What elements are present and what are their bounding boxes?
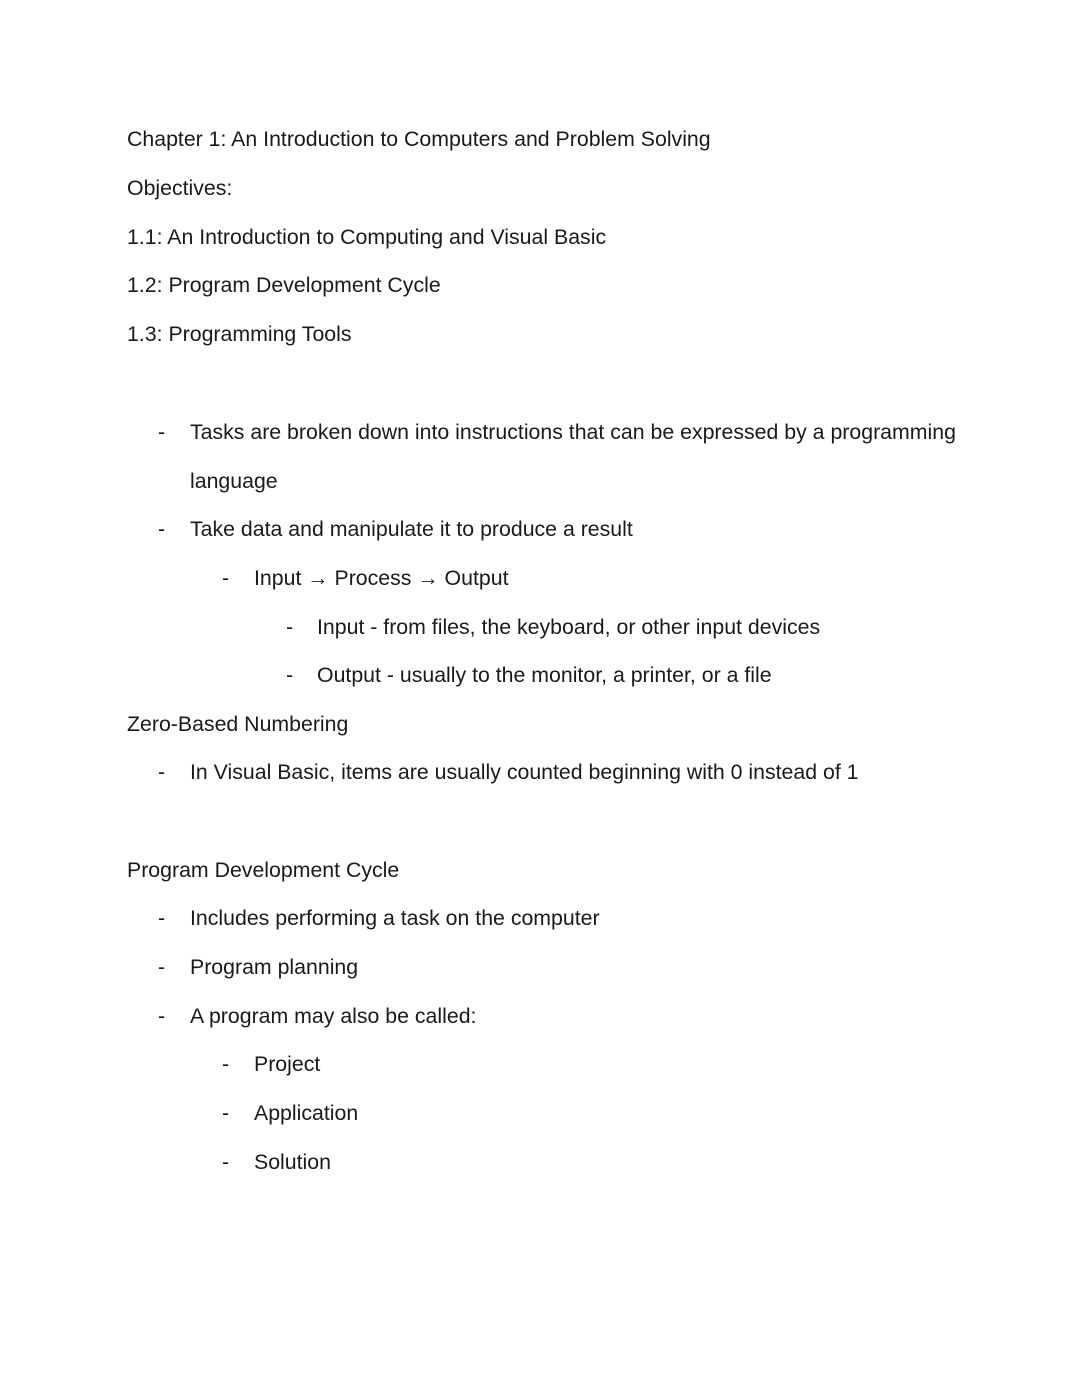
objective-item-text: 1.3: Programming Tools (127, 322, 352, 346)
dash-bullet-icon: - (222, 566, 230, 590)
list-item-text: Output - usually to the monitor, a printer, or a file (317, 663, 772, 687)
dash-bullet-icon: - (158, 906, 166, 930)
dash-bullet-icon: - (286, 663, 294, 687)
section-heading-text: Program Development Cycle (127, 858, 400, 882)
dash-bullet-icon: - (158, 760, 166, 784)
list-item-text: Tasks are broken down into instructions that can be expressed by a programming (190, 420, 956, 444)
dash-bullet-icon: - (222, 1150, 230, 1174)
list-item-text: Take data and manipulate it to produce a result (190, 517, 633, 541)
dash-bullet-icon: - (158, 955, 166, 979)
list-item-text: In Visual Basic, items are usually counted beginning with 0 instead of 1 (190, 760, 859, 784)
objective-item-text: 1.2: Program Development Cycle (127, 273, 441, 297)
dash-bullet-icon: - (158, 517, 166, 541)
list-item-text: Solution (254, 1150, 331, 1174)
list-item-text: Application (254, 1101, 359, 1125)
dash-bullet-icon: - (286, 615, 294, 639)
chapter-title-text: Chapter 1: An Introduction to Computers and Problem Solving (127, 127, 711, 151)
list-item-text: Input - from files, the keyboard, or other input devices (317, 615, 821, 639)
list-item-text: A program may also be called: (190, 1004, 477, 1028)
list-item-text: Input → Process → Output (254, 566, 509, 590)
list-item-text: language (190, 469, 278, 493)
dash-bullet-icon: - (158, 420, 166, 444)
dash-bullet-icon: - (222, 1101, 230, 1125)
section-heading-text: Zero-Based Numbering (127, 712, 349, 736)
dash-bullet-icon: - (158, 1004, 166, 1028)
list-item-text: Program planning (190, 955, 359, 979)
list-item-text: Project (254, 1052, 321, 1076)
dash-bullet-icon: - (222, 1052, 230, 1076)
objectives-heading-text: Objectives: (127, 176, 233, 200)
objective-item-text: 1.1: An Introduction to Computing and Visual Basic (127, 225, 607, 249)
list-item-text: Includes performing a task on the computer (190, 906, 600, 930)
